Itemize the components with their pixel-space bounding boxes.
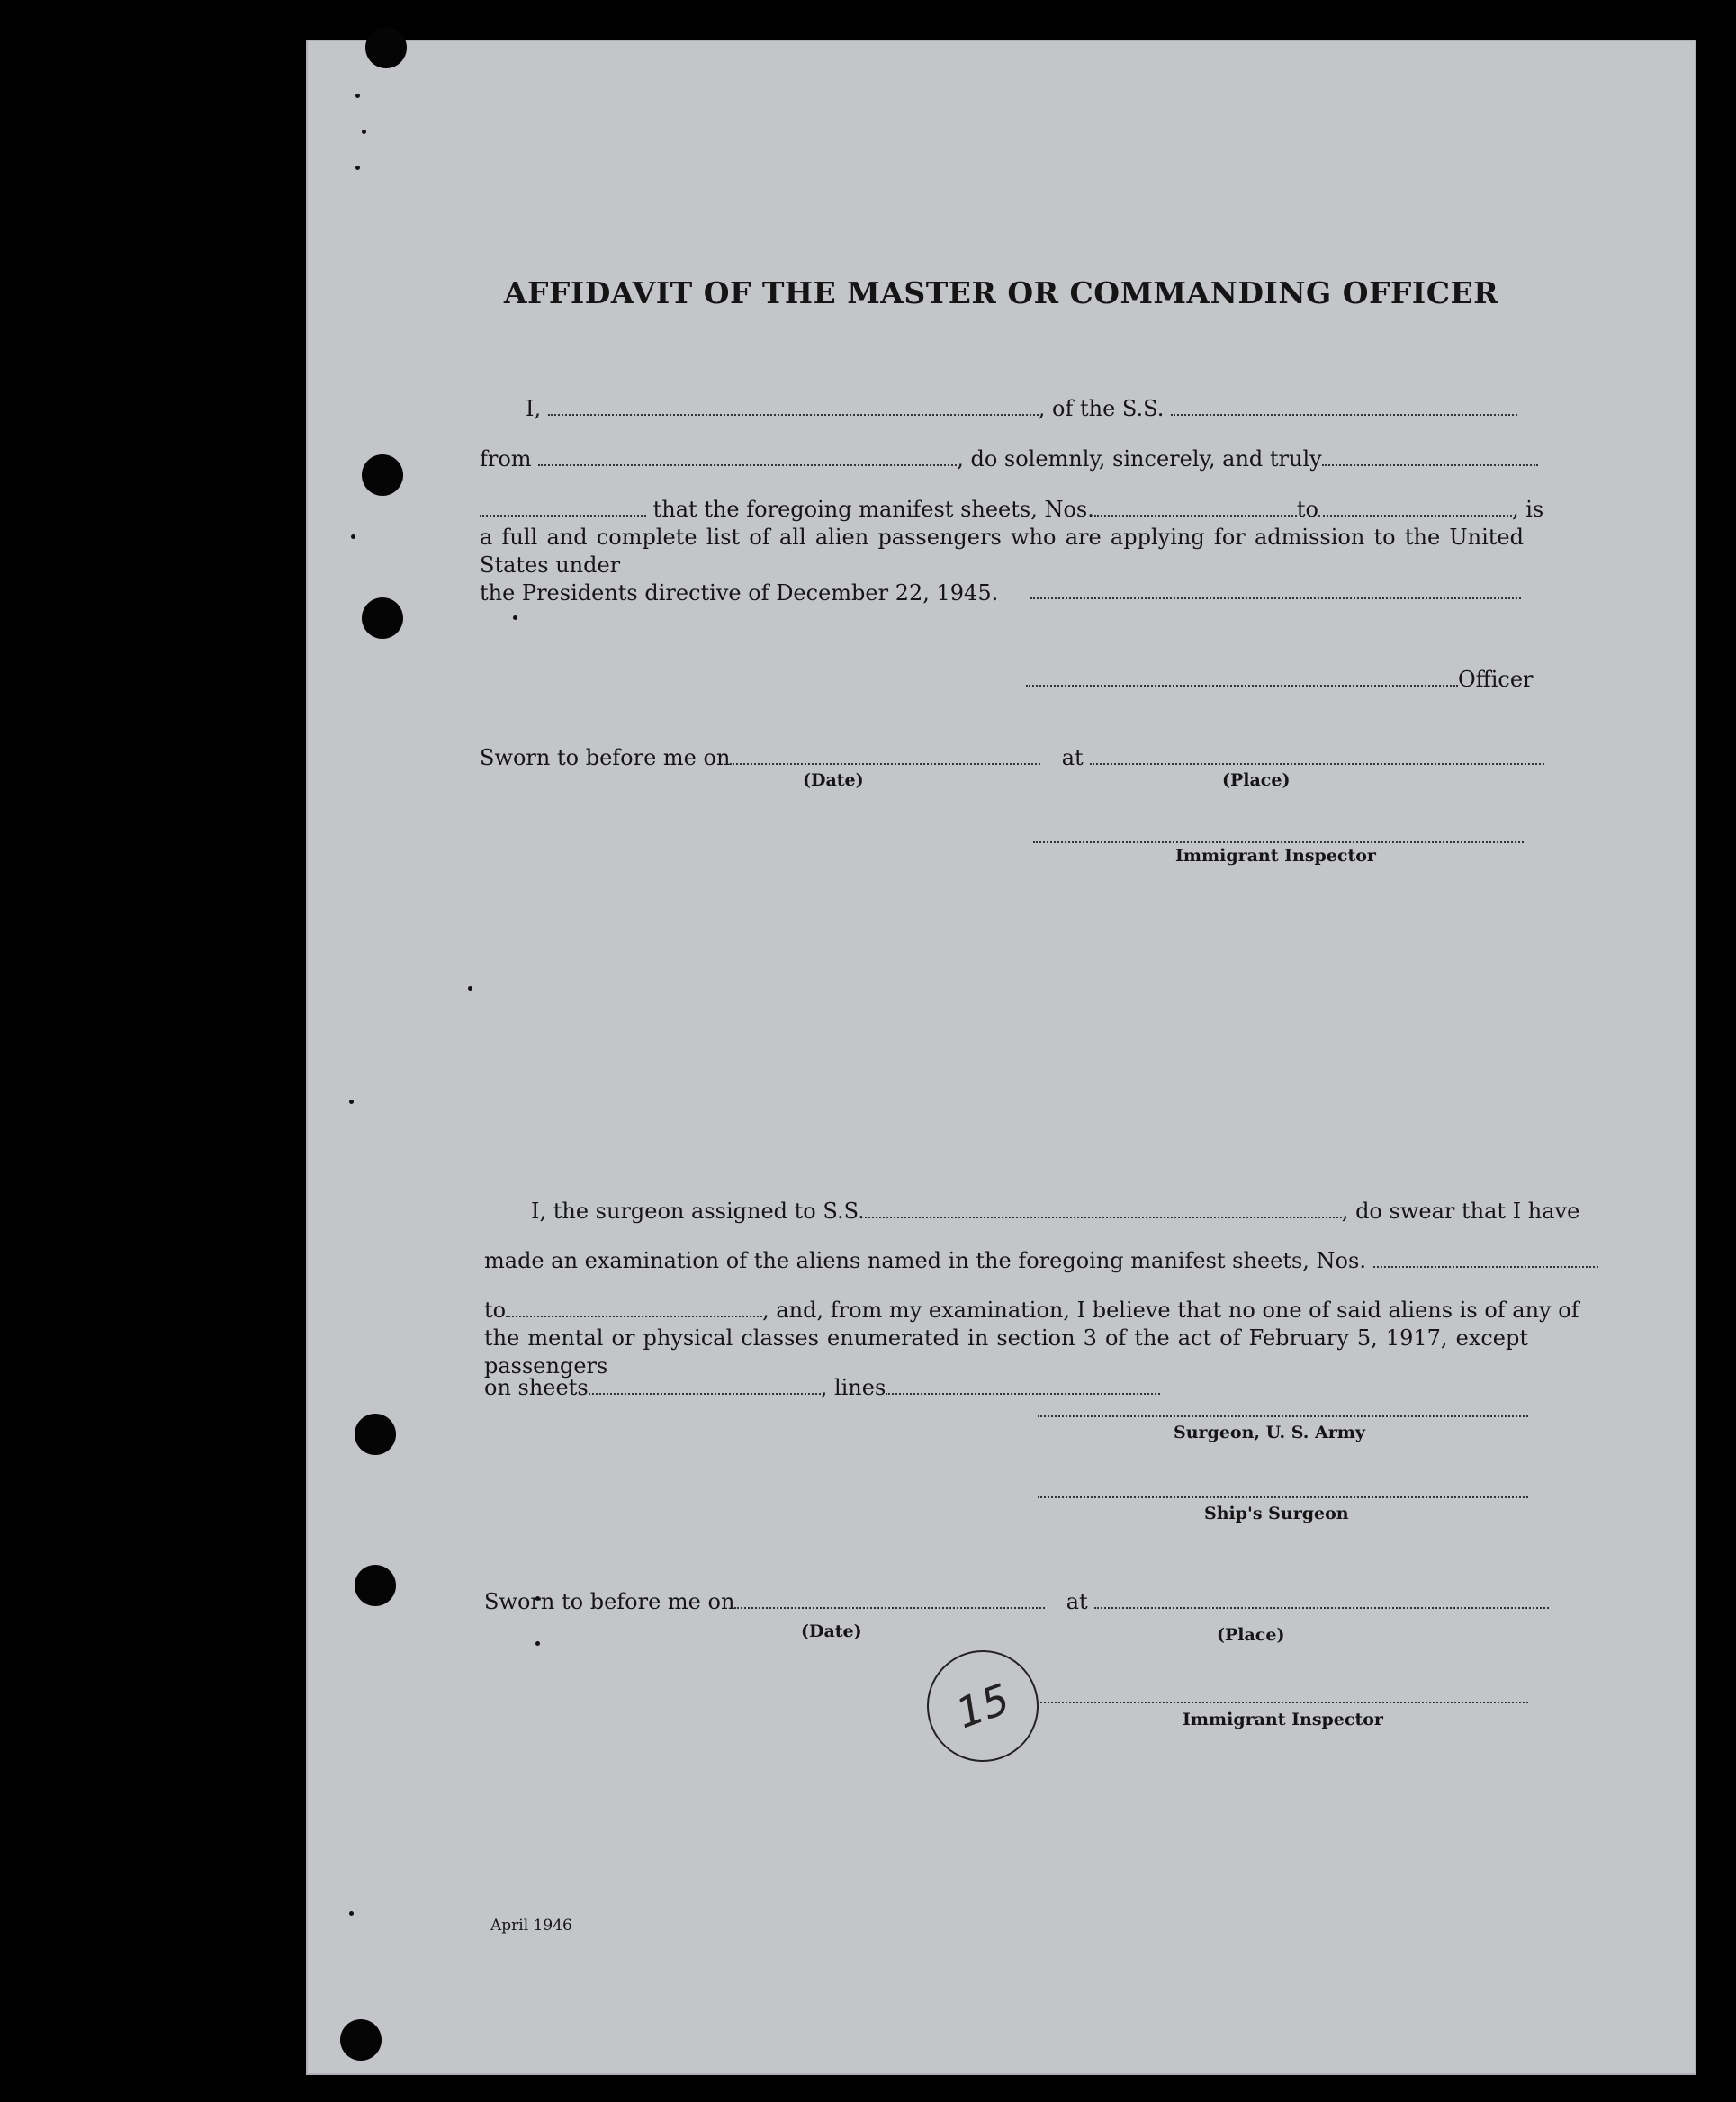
speck-decoration — [349, 1911, 354, 1916]
army-surgeon-signature-line[interactable] — [1038, 1415, 1528, 1417]
speck-decoration — [351, 534, 355, 539]
punch-hole-decoration — [365, 27, 407, 68]
surgeon-inspector-caption: Immigrant Inspector — [1183, 1710, 1383, 1729]
master-from-line: from , do solemnly, sincerely, and truly — [480, 446, 1538, 472]
officer-line: Officer — [1026, 667, 1534, 692]
ship-surgeon-caption: Ship's Surgeon — [1204, 1504, 1349, 1523]
handwritten-circled-number: 15 — [912, 1635, 1055, 1778]
master-sworn-date-field[interactable] — [730, 747, 1040, 765]
surgeon-date-caption: (Date) — [801, 1621, 862, 1641]
officer-title-field[interactable] — [1026, 669, 1458, 687]
surgeon-place-caption: (Place) — [1217, 1625, 1285, 1645]
surgeon-ship-line: I, the surgeon assigned to S.S. , do swear that I have — [531, 1199, 1580, 1224]
surgeon-sheet-to-field[interactable] — [506, 1299, 762, 1317]
sheet-to-field[interactable] — [1318, 499, 1512, 517]
form-date-footer: April 1946 — [490, 1917, 572, 1935]
master-date-caption: (Date) — [803, 770, 864, 790]
ship-surgeon-signature-line[interactable] — [1038, 1496, 1528, 1498]
document-title: AFFIDAVIT OF THE MASTER OR COMMANDING OFFICER — [503, 275, 1499, 310]
punch-hole-decoration — [362, 454, 403, 496]
from-port-field[interactable] — [538, 448, 957, 466]
surgeon-exceptions-line: on sheets , lines — [484, 1375, 1160, 1400]
speck-decoration — [355, 94, 360, 98]
master-name-line: I, , of the S.S. — [526, 396, 1517, 421]
surgeon-ship-field[interactable] — [865, 1200, 1342, 1218]
punch-hole-decoration — [355, 1414, 396, 1455]
speck-decoration — [535, 1641, 540, 1646]
army-surgeon-caption: Surgeon, U. S. Army — [1174, 1423, 1365, 1442]
surgeon-sworn-place-field[interactable] — [1094, 1591, 1549, 1609]
master-sheets-line: that the foregoing manifest sheets, Nos. to , is — [480, 497, 1543, 522]
ship-name-field[interactable] — [1171, 398, 1517, 416]
form-page — [306, 40, 1696, 2075]
surgeon-sheet-from-field[interactable] — [1373, 1250, 1598, 1268]
surgeon-exam-line: made an examination of the aliens named in the foregoing manifest sheets, Nos. — [484, 1248, 1598, 1273]
exception-sheets-field[interactable] — [589, 1377, 821, 1395]
surgeon-sworn-line: Sworn to before me on at — [484, 1589, 1549, 1614]
oath-word-field-2[interactable] — [480, 499, 646, 517]
master-signature-line[interactable] — [1030, 597, 1521, 599]
surgeon-classes-text: the mental or physical classes enumerated in section 3 of the act of February 5, 1917, except passengers — [484, 1325, 1528, 1379]
speck-decoration — [362, 130, 366, 134]
surgeon-inspector-signature-line[interactable] — [1038, 1702, 1528, 1703]
speck-decoration — [468, 986, 472, 991]
surgeon-opinion-line: to , and, from my examination, I believe that no one of said aliens is of any of — [484, 1298, 1579, 1323]
master-sworn-line: Sworn to before me on at — [480, 745, 1544, 770]
punch-hole-decoration — [340, 2019, 382, 2061]
master-inspector-signature-line[interactable] — [1033, 841, 1524, 843]
master-sworn-place-field[interactable] — [1090, 747, 1544, 765]
sheet-from-field[interactable] — [1094, 499, 1297, 517]
oath-word-field[interactable] — [1322, 448, 1538, 466]
punch-hole-decoration — [355, 1565, 396, 1606]
punch-hole-decoration — [362, 597, 403, 639]
speck-decoration — [349, 1100, 354, 1104]
master-inspector-caption: Immigrant Inspector — [1175, 846, 1376, 866]
exception-lines-field[interactable] — [886, 1377, 1160, 1395]
surgeon-sworn-date-field[interactable] — [734, 1591, 1045, 1609]
master-name-field[interactable] — [548, 398, 1039, 416]
master-place-caption: (Place) — [1222, 770, 1291, 790]
speck-decoration — [355, 166, 360, 170]
speck-decoration — [513, 615, 517, 620]
master-statement-text: a full and complete list of all alien passengers who are applying for admission to the United States under the Presidents directive of December 22, 1945. — [480, 525, 1524, 606]
